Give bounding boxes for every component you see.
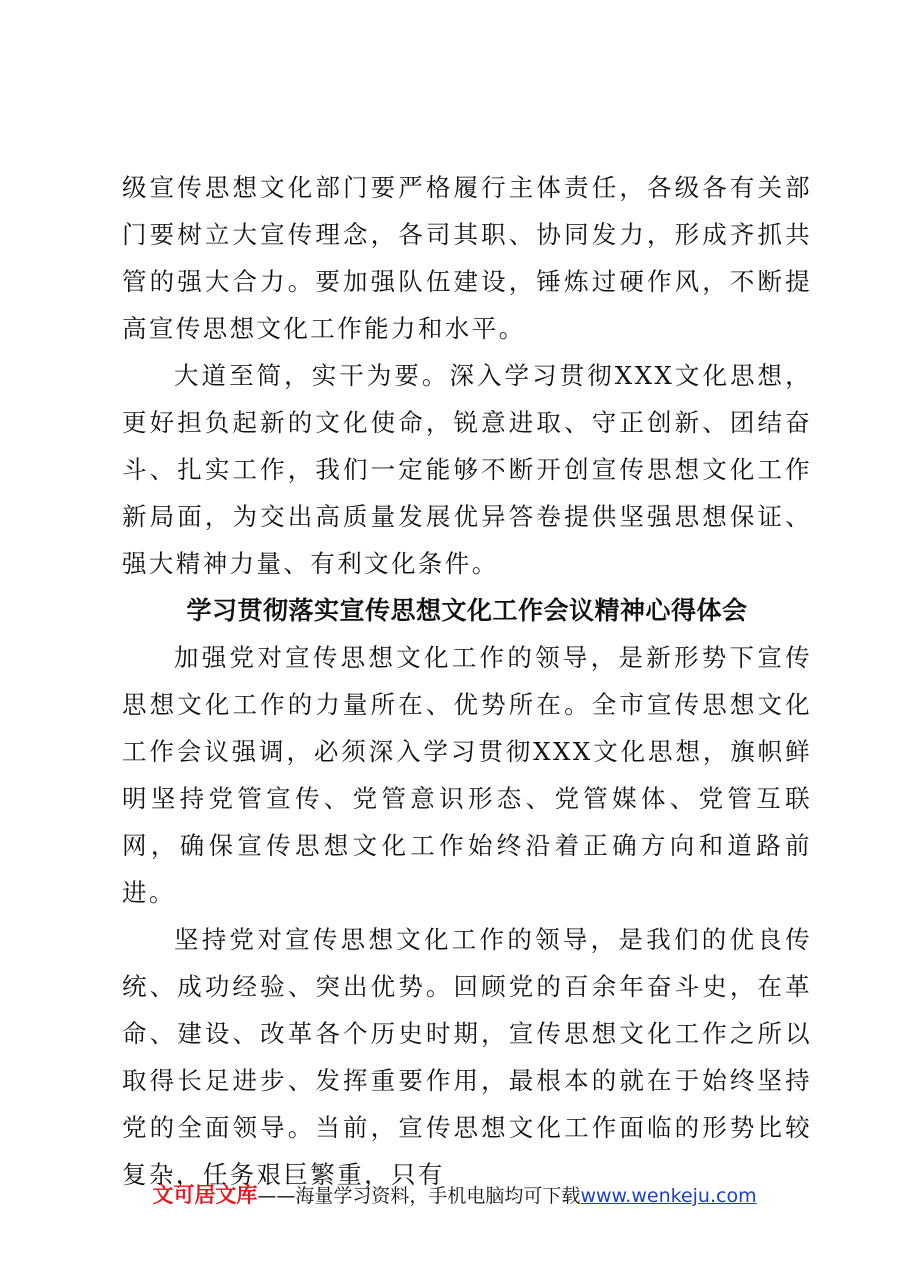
- paragraph-intro: 加强党对宣传思想文化工作的领导，是新形势下宣传思想文化工作的力量所在、优势所在。全市宣传思想文化工作会议强调，必须深入学习贯彻XXX文化思想，旗帜鲜明坚持党管宣传、党管意识形态、党管媒体、党管互联网，确保宣传思想文化工作始终沿着正确方向和道路前进。: [122, 643, 812, 907]
- footer-brand: 文可居文库: [152, 1183, 258, 1207]
- document-body: [122, 164, 812, 1198]
- paragraph-conclusion: 大道至简，实干为要。深入学习贯彻XXX文化思想，更好担负起新的文化使命，锐意进取、守正创新、团结奋斗、扎实工作，我们一定能够不断开创宣传思想文化工作新局面，为交出高质量发展优异答卷提供坚强思想保证、强大精神力量、有利文化条件。: [122, 361, 812, 578]
- footer-link[interactable]: www.wenkeju.com: [580, 1185, 757, 1207]
- footer-tagline: ——海量学习资料，手机电脑均可下载: [257, 1185, 581, 1207]
- paragraph-continued: 级宣传思想文化部门要严格履行主体责任，各级各有关部门要树立大宣传理念，各司其职、协同发力，形成齐抓共管的强大合力。要加强队伍建设，锤炼过硬作风，不断提高宣传思想文化工作能力和水平。: [122, 173, 812, 343]
- footer-banner: [0, 1180, 909, 1211]
- paragraph-body: 坚持党对宣传思想文化工作的领导，是我们的优良传统、成功经验、突出优势。回顾党的百余年奋斗史，在革命、建设、改革各个历史时期，宣传思想文化工作之所以取得长足进步、发挥重要作用，最根本的就在于始终坚持党的全面领导。当前，宣传思想文化工作面临的形势比较复杂，任务艰巨繁重，只有: [122, 925, 812, 1189]
- section-title: 学习贯彻落实宣传思想文化工作会议精神心得体会: [186, 596, 748, 625]
